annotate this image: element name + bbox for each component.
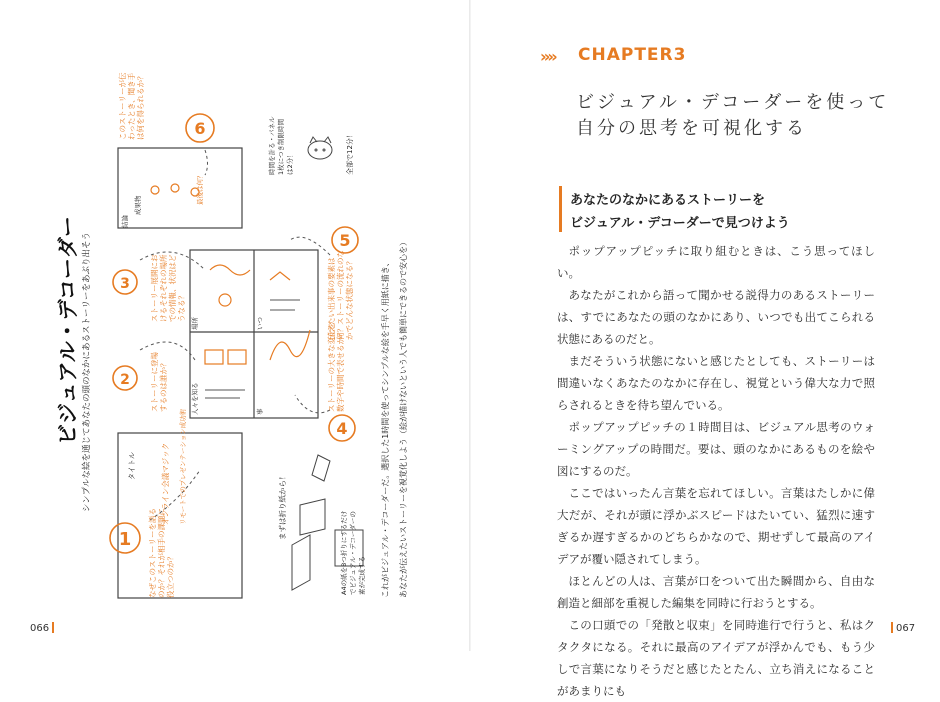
paragraph: ポップアップピッチに取り組むときは、こう思ってほしい。: [557, 244, 875, 280]
paragraph: この口頭での「発散と収束」を同時進行で行うと、私はクタクタになる。それに最高のアイデアが浮かんでも、もう少しで言葉になりそうだと感じたとたん、立ち消えになることがあまりにも: [557, 618, 875, 698]
footer-line-1: これがビジュアル・デコーダーだ。選択した1時間を使ってシンプルな絵を手早く用紙に描き、: [381, 258, 390, 598]
paragraph: ポップアップピッチの１時間目は、ビジュアル思考のウォーミングアップの時間だ。要は、頭のなかにあるものを絵や図にするのだ。: [557, 420, 875, 478]
panel-what-label: 事: [256, 408, 264, 415]
spread-subtitle: シンプルな絵を通じてあなたの頭のなかにあるストーリーをあぶり出そう: [82, 232, 92, 512]
panel-output-sub: 最後は何？: [196, 172, 204, 205]
note-4: ストーリーの大きな変化を数字や時間で表せるか？: [327, 322, 345, 412]
step-3-number: 3: [120, 276, 130, 292]
cat-doodle: [308, 137, 332, 159]
spread-title: ビジュアル・デコーダー: [56, 216, 80, 445]
paragraph: ほとんどの人は、言葉が口をついて出た瞬間から、自由な創造と細部を重視した編集を同時に行おうとする。: [557, 574, 875, 610]
panel-result-label: 結論: [121, 215, 129, 228]
total-time: 全部で12分！: [346, 131, 354, 175]
panel-title-content: オンライン会議マジック: [161, 442, 170, 525]
panel-who-label: 人々を知る: [191, 382, 199, 415]
paragraph: ここではいったん言葉を忘れてほしい。言葉はたしかに偉大だが、それが頭に浮かぶスピードはたいてい、猛烈に速すぎるか遅すぎるかのどちらかなので、期せずして最高のアイデアが覆い隠されてしまう。: [557, 486, 875, 566]
note-3: ストーリー展開におけるそれぞれの場所での情報、状況はどうなる？: [150, 254, 186, 322]
step-4-number: 4: [336, 419, 348, 438]
gutter: [469, 0, 471, 651]
page-number-right: 067: [888, 622, 915, 634]
fold-note: まずは折り紙から！: [278, 472, 287, 540]
chapter-label: CHAPTER3: [578, 45, 687, 65]
note-5: 伝えたい出来事の要素は何？ストーリーの流れのなかでどんな状態になる？: [327, 250, 354, 340]
time-note: 時間を計る・パネル1枚につき制限時間は2分！: [268, 116, 294, 175]
footer-line-2: あなたが伝えたいストーリーを視覚化しよう（絵が描けないという人でも簡単にできるので安心を）: [399, 238, 408, 598]
step-5-number: 5: [339, 231, 351, 250]
step-1-number: 1: [118, 529, 132, 550]
panel-when-label: いつ: [256, 317, 264, 330]
panel-where-label: 場所: [191, 317, 199, 330]
page-title-line-1: ビジュアル・デコーダーを使って: [576, 92, 890, 113]
section-heading-line-2: ビジュアル・デコーダーで見つけよう: [570, 216, 790, 231]
step-2-number: 2: [120, 372, 130, 388]
fold-caption: A4の紙を8つ折りにするだけでビジュアル・デコーダーの素が完成する: [340, 510, 366, 595]
note-2: ストーリーに登場するのは誰か？: [150, 352, 168, 412]
paragraph: まだそういう状態にないと感じたとしても、ストーリーは間違いなくあなたのなかに存在し、視覚という偉大な力で照らされるときを待ち望んでいる。: [557, 354, 875, 412]
left-page: [0, 0, 470, 651]
page-number-left: 066: [30, 622, 57, 634]
result-panel-sheet: [118, 148, 242, 228]
chapter-chevrons-icon: »»: [540, 47, 555, 66]
section-heading-line-1: あなたのなかにあるストーリーを: [570, 193, 766, 208]
paragraph: あなたがこれから語って聞かせる説得力のあるストーリーは、すでにあなたの頭のなかにあり、いつでも出てこられる状態にあるのだと。: [557, 288, 875, 346]
step-6-number: 6: [194, 119, 206, 138]
section-accent-bar: [559, 186, 562, 232]
note-6: このストーリーが伝わったとき、聞き手は何を得られるか？: [118, 72, 145, 140]
panel-output-label: 成果物: [134, 195, 142, 215]
body-text: [557, 240, 875, 702]
note-1: なぜこのストーリーを語るのか？それが相手の課題に役立つのか？: [148, 508, 175, 598]
panel-title-sub: リモートでのプレゼンテーション成功術: [179, 408, 187, 525]
panel-title-label: タイトル: [128, 452, 136, 480]
page-title-line-2: 自分の思考を可視化する: [576, 118, 807, 139]
